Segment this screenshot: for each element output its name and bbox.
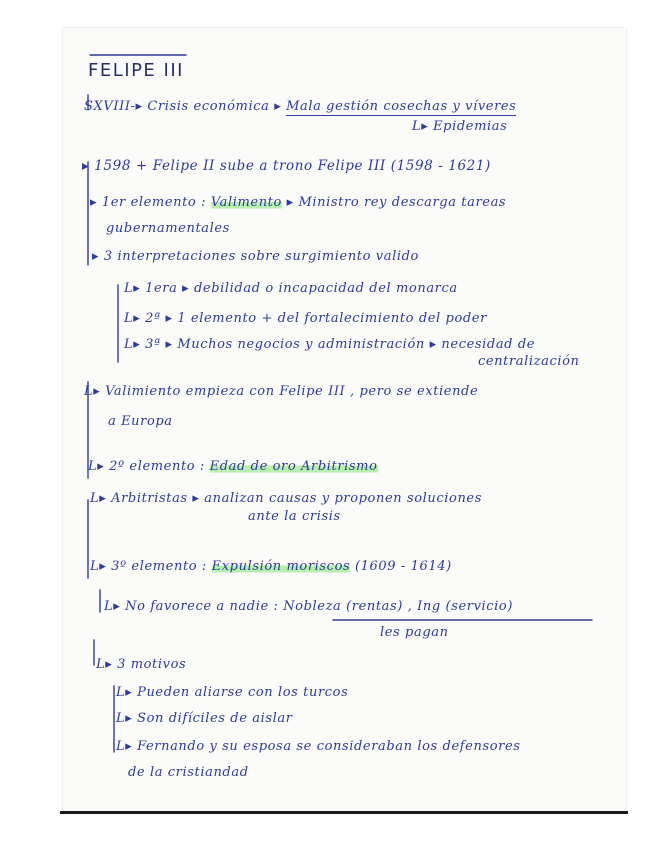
note-text: L▸ 3º elemento :: [90, 559, 207, 574]
note-text: SXVIII-▸ Crisis económica ▸: [84, 99, 282, 114]
highlight-valimento: Valimento: [210, 195, 282, 210]
note-line-motivo-1: L▸ Pueden aliarse con los turcos: [116, 685, 349, 700]
note-text: ▸ 1er elemento :: [90, 195, 207, 210]
note-line-les-pagan: les pagan: [380, 625, 449, 640]
note-text: L▸ 2º elemento :: [88, 459, 205, 474]
note-line-motivo-3: L▸ Fernando y su esposa se consideraban los defensores: [116, 739, 521, 754]
note-line-interp-1: L▸ 1era ▸ debilidad o incapacidad del monarca: [124, 281, 458, 296]
note-line-europa: a Europa: [108, 414, 173, 429]
note-line-centralizacion: centralización: [478, 354, 580, 369]
note-line-motivos: L▸ 3 motivos: [96, 657, 187, 672]
note-line-ante-crisis: ante la crisis: [248, 509, 341, 524]
note-line-elemento-3: [90, 560, 452, 573]
note-text: L▸ No favorece a nadie :: [104, 599, 279, 614]
note-line-crisis: [84, 100, 516, 113]
note-line-gubernamentales: gubernamentales: [106, 221, 230, 236]
note-underlined: Mala gestión cosechas y víveres: [286, 99, 517, 114]
note-line-no-favorece: [104, 600, 513, 613]
note-line-trono: ▸ 1598 + Felipe II sube a trono Felipe III (1598 - 1621): [82, 158, 491, 174]
highlight-arbitrismo: Edad de oro Arbitrismo: [209, 459, 378, 474]
note-line-interpretaciones: ▸ 3 interpretaciones sobre surgimiento valido: [92, 249, 419, 264]
highlight-expulsion: Expulsión moriscos: [211, 559, 351, 574]
page-title: FELIPE III: [88, 60, 184, 81]
note-text: (1609 - 1614): [355, 559, 452, 574]
note-line-elemento-2: [88, 460, 378, 473]
note-line-arbitristas: L▸ Arbitristas ▸ analizan causas y proponen soluciones: [90, 491, 482, 506]
note-text: ▸ Ministro rey descarga tareas: [286, 195, 507, 210]
note-line-cristiandad: de la cristiandad: [128, 765, 249, 780]
note-line-epidemias: L▸ Epidemias: [412, 119, 508, 134]
note-text: Nobleza (rentas) , Ing (servicio): [283, 599, 514, 614]
note-line-interp-2: L▸ 2ª ▸ 1 elemento + del fortalecimiento del poder: [124, 311, 487, 326]
note-line-elemento-1: [90, 196, 506, 209]
note-line-motivo-2: L▸ Son difíciles de aislar: [116, 711, 293, 726]
note-line-valimiento: L▸ Valimiento empieza con Felipe III , pero se extiende: [84, 384, 479, 399]
note-line-interp-3: L▸ 3ª ▸ Muchos negocios y administración ▸ necesidad de: [124, 337, 536, 352]
